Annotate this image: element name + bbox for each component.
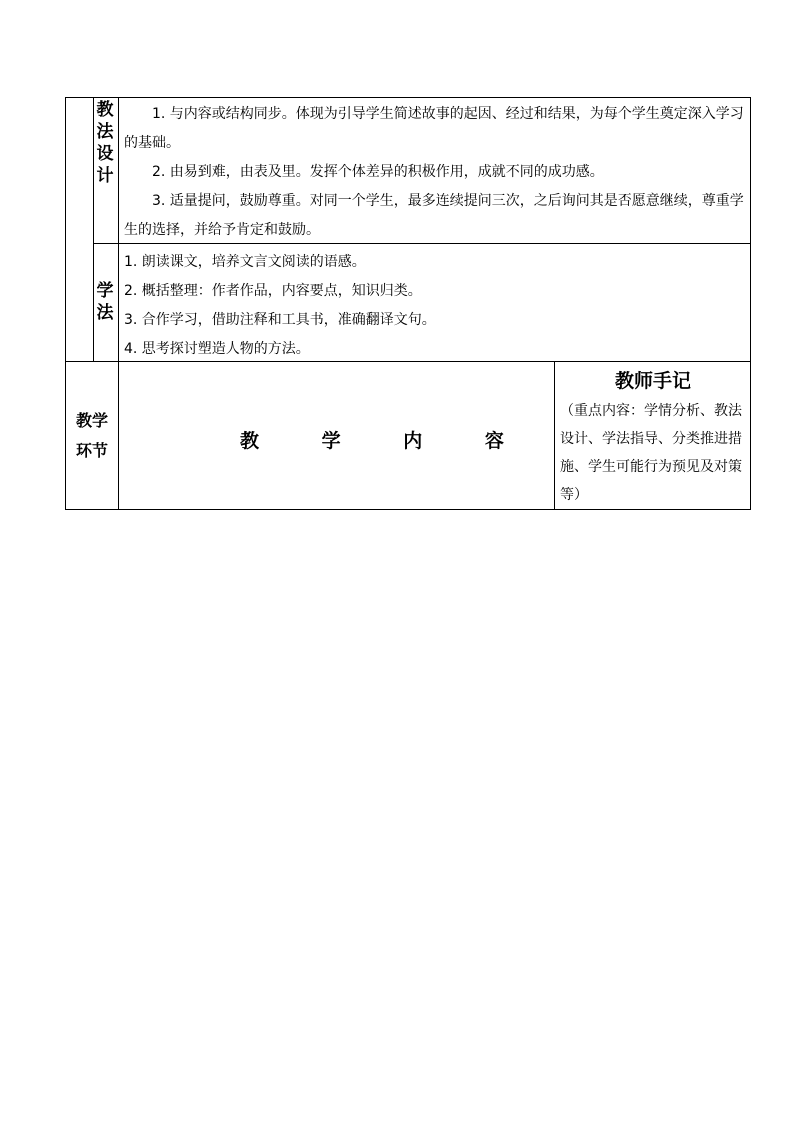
study-method-content — [124, 248, 746, 364]
teaching-method-paragraph: 1. 与内容或结构同步。体现为引导学生简述故事的起因、经过和结果，为每个学生奠定深入学习的基础。 — [124, 106, 744, 151]
study-method-item: 2. 概括整理：作者作品，内容要点，知识归类。 — [124, 283, 422, 299]
table-border-left — [65, 97, 66, 510]
study-method-label: 学 法 — [96, 281, 114, 323]
study-method-item: 4. 思考探讨塑造人物的方法。 — [124, 341, 310, 357]
teaching-method-paragraph: 2. 由易到难，由表及里。发挥个体差异的积极作用，成就不同的成功感。 — [152, 164, 604, 180]
study-method-item: 3. 合作学习，借助注释和工具书，准确翻译文句。 — [124, 312, 436, 328]
label-column-right — [118, 97, 119, 510]
table-border-top — [65, 97, 751, 98]
teacher-notes-title: 教师手记 — [614, 370, 691, 392]
table-border-bottom — [65, 509, 751, 510]
teaching-content-title: 教 学 内 容 — [240, 430, 532, 452]
teacher-notes-description: （重点内容：学情分析、教法设计、学法指导、分类推进措施、学生可能行为预见及对策等） — [560, 403, 742, 503]
table-border-right — [750, 97, 751, 510]
study-method-item: 1. 朗读课文，培养文言文阅读的语感。 — [124, 254, 366, 270]
teaching-method-content — [124, 100, 746, 245]
teaching-method-label: 教 法 设 计 — [96, 100, 114, 186]
teaching-method-paragraph: 3. 适量提问，鼓励尊重。对同一个学生，最多连续提问三次，之后询问其是否愿意继续，尊重学生的选择，并给予肯定和鼓励。 — [124, 193, 744, 238]
teaching-stage-label: 教学 环节 — [75, 411, 108, 460]
